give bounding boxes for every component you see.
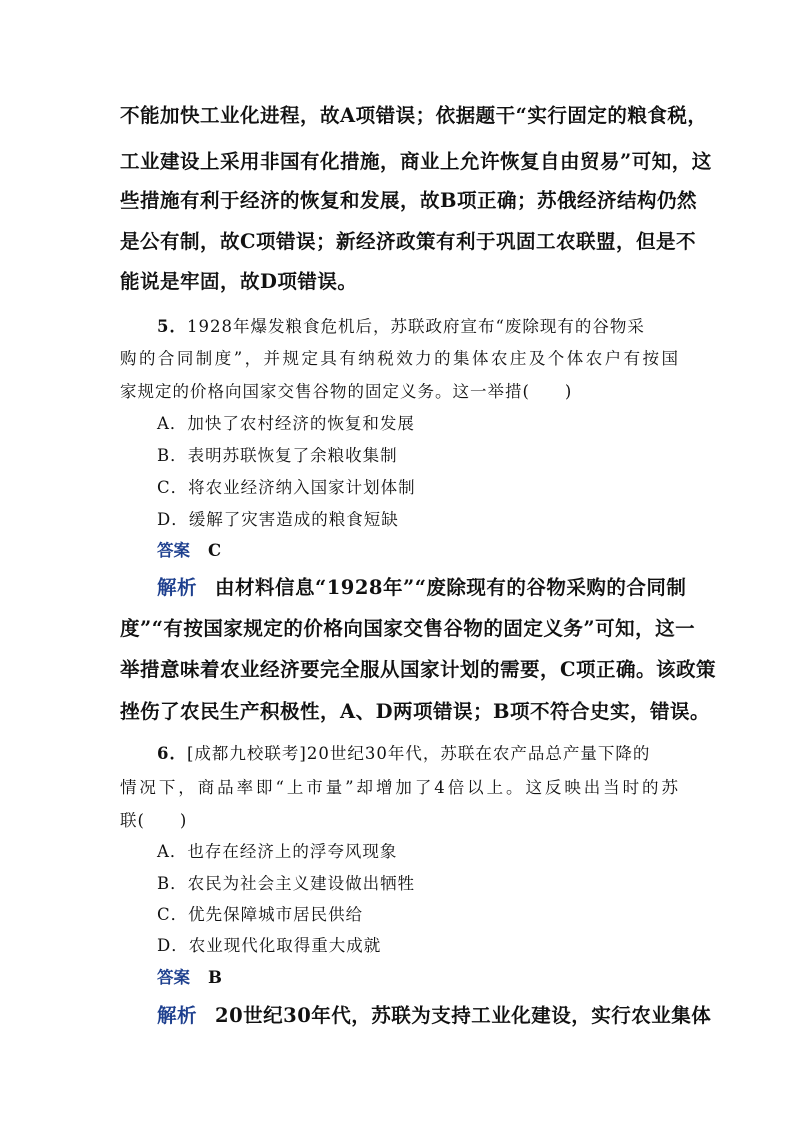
- answer-label: 答案: [157, 968, 190, 987]
- analysis-label: 解析: [157, 576, 198, 599]
- analysis-line: 挫伤了农民生产积极性，A、D两项错误；B项不符合史实，错误。: [120, 700, 711, 723]
- option-d: D．缓解了灾害造成的粮食短缺: [157, 510, 399, 529]
- prev-explanation-line: 是公有制，故C项错误；新经济政策有利于巩固工农联盟，但是不: [120, 230, 697, 253]
- question-stem-line: 家规定的价格向国家交售谷物的固定义务。这一举措( ): [120, 382, 573, 401]
- question-stem-line: 情况下，商品率即“上市量”却增加了4倍以上。这反映出当时的苏: [120, 778, 679, 797]
- prev-explanation-line: 不能加快工业化进程，故A项错误；依据题干“实行固定的粮食税，: [120, 104, 708, 127]
- question-stem-line: 联( ): [120, 811, 188, 830]
- analysis-line: 由材料信息“1928年”“废除现有的谷物采购的合同制: [215, 576, 687, 599]
- option-c: C．将农业经济纳入国家计划体制: [157, 478, 416, 497]
- option-b: B．表明苏联恢复了余粮收集制: [157, 446, 398, 465]
- option-c: C．优先保障城市居民供给: [157, 905, 364, 924]
- analysis-label: 解析: [157, 1004, 198, 1027]
- analysis-row: [157, 1000, 712, 1028]
- question-stem-line: 1928年爆发粮食危机后，苏联政府宣布“废除现有的谷物采: [186, 317, 645, 336]
- analysis-line: 举措意味着农业经济要完全服从国家计划的需要，C项正确。该政策: [120, 658, 717, 681]
- option-a: A．也存在经济上的浮夸风现象: [157, 842, 398, 861]
- question-5-stem: [157, 313, 679, 337]
- answer-value: C: [208, 541, 222, 560]
- question-number: 6．: [157, 744, 187, 763]
- option-d: D．农业现代化取得重大成就: [157, 936, 382, 955]
- question-6-stem: [157, 740, 679, 764]
- option-b: B．农民为社会主义建设做出牺牲: [157, 874, 416, 893]
- question-stem-line: [成都九校联考]20世纪30年代，苏联在农产品总产量下降的: [186, 744, 651, 763]
- question-stem-line: 购的合同制度”，并规定具有纳税效力的集体农庄及个体农户有按国: [120, 349, 679, 368]
- prev-explanation-line: 能说是牢固，故D项错误。: [120, 270, 358, 293]
- answer-value: B: [208, 968, 222, 987]
- prev-explanation-line: 工业建设上采用非国有化措施，商业上允许恢复自由贸易”可知，这: [120, 150, 712, 173]
- answer-label: 答案: [157, 541, 190, 560]
- prev-explanation-line: 些措施有利于经济的恢复和发展，故B项正确；苏俄经济结构仍然: [120, 189, 697, 212]
- analysis-row: [157, 572, 687, 600]
- option-a: A．加快了农村经济的恢复和发展: [157, 414, 415, 433]
- analysis-line: 20世纪30年代，苏联为支持工业化建设，实行农业集体: [215, 1004, 712, 1027]
- question-number: 5．: [157, 317, 187, 336]
- answer-row: [157, 964, 679, 988]
- answer-row: [157, 537, 679, 561]
- analysis-line: 度”“有按国家规定的价格向国家交售谷物的固定义务”可知，这一: [120, 617, 696, 640]
